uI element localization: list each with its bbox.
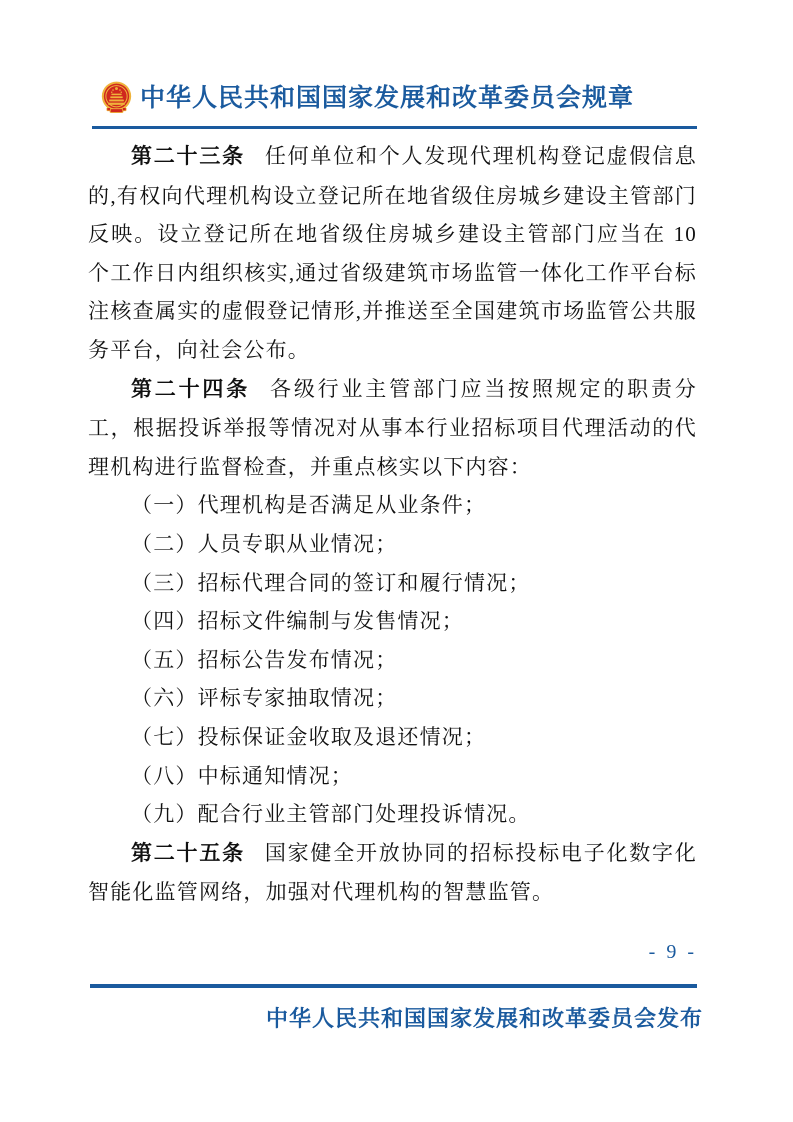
document-body [88,137,697,912]
article-24-label: 第二十四条 [131,377,251,401]
article-24-text: 各级行业主管部门应当按照规定的职责分工，根据投诉举报等情况对从事本行业招标项目代理活动的代理机构进行监督检查，并重点核实以下内容： [88,376,697,479]
article-24-paragraph [88,370,697,487]
inspection-item-9: （九）配合行业主管部门处理投诉情况。 [131,802,531,827]
header-divider [92,126,697,129]
inspection-item-8: （八）中标通知情况； [131,763,353,788]
footer-publisher: 中华人民共和国国家发展和改革委员会发布 [265,1006,703,1031]
inspection-item-5: （五）招标公告发布情况； [131,647,398,672]
inspection-item-6: （六）评标专家抽取情况； [131,686,398,711]
article-23-paragraph [88,137,697,370]
inspection-item-7: （七）投标保证金收取及退还情况； [131,724,487,749]
document-header-title: 中华人民共和国国家发展和改革委员会规章 [140,85,635,112]
article-25-label: 第二十五条 [131,841,245,865]
document-header [100,80,700,118]
inspection-item-2: （二）人员专职从业情况； [131,531,398,556]
inspection-item-1: （一）代理机构是否满足从业条件； [131,493,487,518]
inspection-item-3: （三）招标代理合同的签订和履行情况； [131,570,531,595]
page-number: - 9 - [648,941,697,963]
footer-divider [90,984,697,988]
article-23-label: 第二十三条 [131,145,245,168]
china-national-emblem-icon [100,80,133,118]
article-25-paragraph [88,834,697,912]
article-23-text: 任何单位和个人发现代理机构登记虚假信息的,有权向代理机构设立登记所在地省级住房城乡建设主管部门反映。设立登记所在地省级住房城乡建设主管部门应当在 10 个工作日内组织核实,通过省级建筑市场监管一体化工作平台标注核查属实的虚假登记情形,并推送至全国建筑市场监管公共服务平台，向社会公布。 [88,144,697,362]
article-25-text: 国家健全开放协同的招标投标电子化数字化智能化监管网络，加强对代理机构的智慧监管。 [88,840,697,905]
inspection-item-4: （四）招标文件编制与发售情况； [131,609,464,634]
